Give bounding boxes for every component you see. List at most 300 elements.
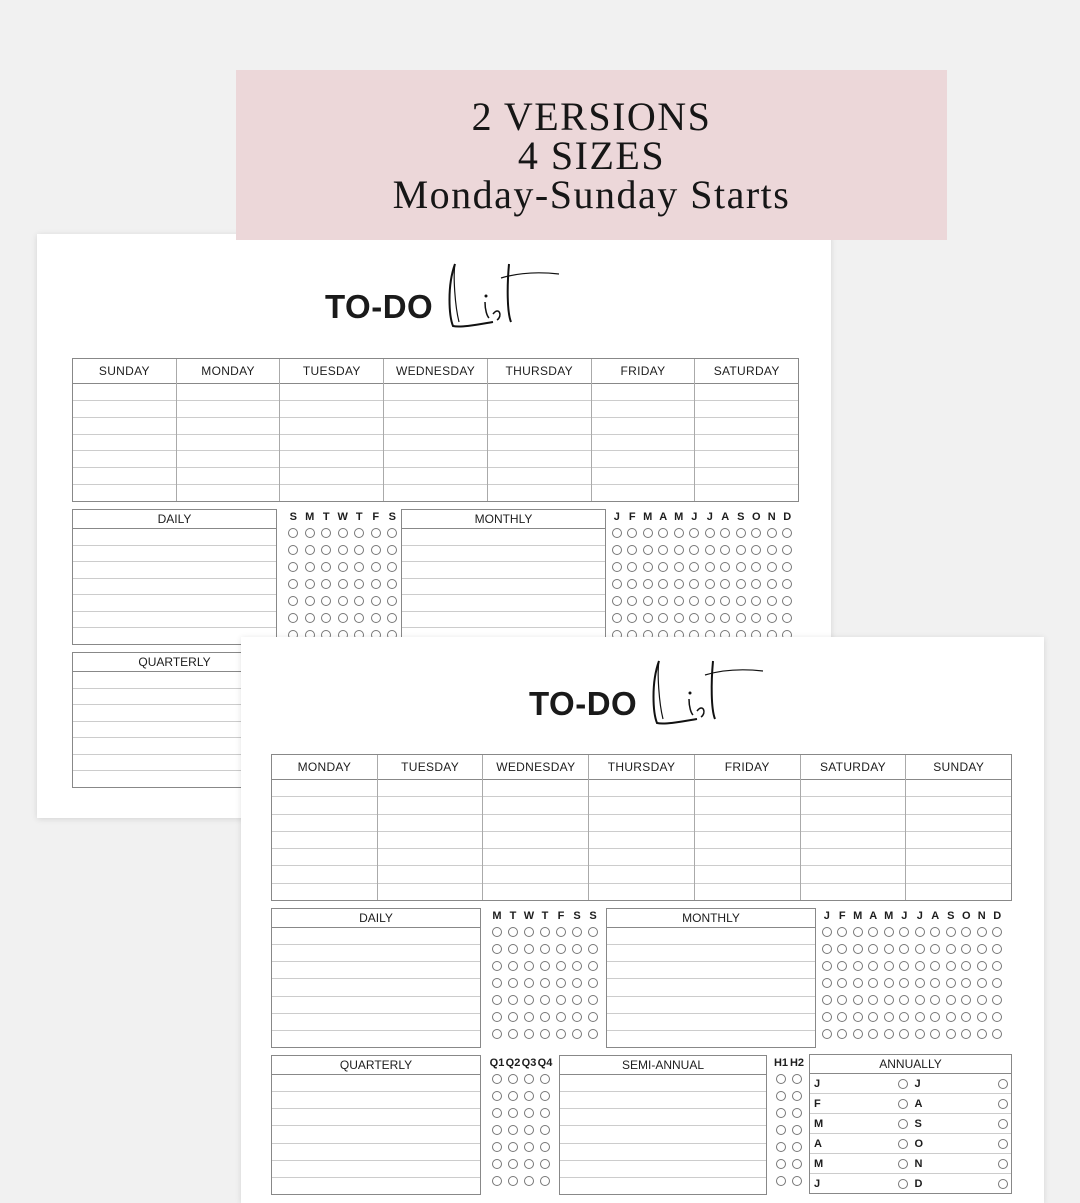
- day-line[interactable]: [280, 468, 383, 485]
- day-line[interactable]: [488, 451, 591, 468]
- day-line[interactable]: [488, 401, 591, 418]
- checkbox-circle[interactable]: [837, 1029, 847, 1039]
- checkbox-circle[interactable]: [767, 562, 777, 572]
- checkbox-circle[interactable]: [720, 545, 730, 555]
- checkbox-circle[interactable]: [508, 961, 518, 971]
- day-line[interactable]: [384, 418, 487, 435]
- day-line[interactable]: [177, 401, 280, 418]
- day-line[interactable]: [280, 418, 383, 435]
- day-line[interactable]: [906, 884, 1011, 900]
- checkbox-circle[interactable]: [612, 528, 622, 538]
- checkbox-circle[interactable]: [868, 1029, 878, 1039]
- day-line[interactable]: [589, 832, 694, 849]
- checkbox-circle[interactable]: [492, 1091, 502, 1101]
- day-line[interactable]: [801, 797, 906, 814]
- checkbox-circle[interactable]: [540, 1159, 550, 1169]
- checkbox-circle[interactable]: [853, 995, 863, 1005]
- checkbox-circle[interactable]: [305, 562, 315, 572]
- checkbox-circle[interactable]: [782, 613, 792, 623]
- checkbox-circle[interactable]: [305, 613, 315, 623]
- day-line[interactable]: [272, 832, 377, 849]
- checkbox-circle[interactable]: [930, 1012, 940, 1022]
- day-line[interactable]: [695, 866, 800, 883]
- checkbox-circle[interactable]: [946, 995, 956, 1005]
- day-line[interactable]: [801, 780, 906, 797]
- day-line[interactable]: [177, 384, 280, 401]
- checkbox-circle[interactable]: [884, 1029, 894, 1039]
- checkbox-circle[interactable]: [736, 596, 746, 606]
- day-line[interactable]: [73, 384, 176, 401]
- checkbox-circle[interactable]: [338, 613, 348, 623]
- checkbox-circle[interactable]: [776, 1108, 786, 1118]
- day-line[interactable]: [695, 468, 798, 485]
- checkbox-circle[interactable]: [524, 995, 534, 1005]
- checkbox-circle[interactable]: [524, 1159, 534, 1169]
- checkbox-circle[interactable]: [776, 1176, 786, 1186]
- checkbox-circle[interactable]: [540, 944, 550, 954]
- checkbox-circle[interactable]: [822, 1012, 832, 1022]
- day-line[interactable]: [483, 815, 588, 832]
- checkbox-circle[interactable]: [961, 1029, 971, 1039]
- checkbox-circle[interactable]: [961, 944, 971, 954]
- checkbox-circle[interactable]: [556, 995, 566, 1005]
- checkbox-circle[interactable]: [492, 1176, 502, 1186]
- checkbox-circle[interactable]: [508, 1074, 518, 1084]
- checkbox-circle[interactable]: [961, 978, 971, 988]
- checkbox-circle[interactable]: [868, 961, 878, 971]
- checkbox-circle[interactable]: [572, 1012, 582, 1022]
- checkbox-circle[interactable]: [977, 927, 987, 937]
- day-line[interactable]: [695, 485, 798, 501]
- checkbox-circle[interactable]: [930, 995, 940, 1005]
- checkbox-circle[interactable]: [853, 1029, 863, 1039]
- checkbox-circle[interactable]: [792, 1074, 802, 1084]
- day-line[interactable]: [384, 435, 487, 452]
- checkbox-circle[interactable]: [899, 944, 909, 954]
- day-line[interactable]: [384, 401, 487, 418]
- checkbox-circle[interactable]: [898, 1099, 908, 1109]
- day-line[interactable]: [695, 418, 798, 435]
- checkbox-circle[interactable]: [736, 579, 746, 589]
- checkbox-circle[interactable]: [588, 944, 598, 954]
- checkbox-circle[interactable]: [524, 961, 534, 971]
- checkbox-circle[interactable]: [705, 596, 715, 606]
- checkbox-circle[interactable]: [705, 562, 715, 572]
- checkbox-circle[interactable]: [992, 995, 1002, 1005]
- day-line[interactable]: [73, 468, 176, 485]
- day-line[interactable]: [589, 849, 694, 866]
- checkbox-circle[interactable]: [556, 1029, 566, 1039]
- checkbox-circle[interactable]: [977, 1029, 987, 1039]
- checkbox-circle[interactable]: [540, 995, 550, 1005]
- checkbox-circle[interactable]: [674, 528, 684, 538]
- checkbox-circle[interactable]: [776, 1159, 786, 1169]
- checkbox-circle[interactable]: [930, 1029, 940, 1039]
- checkbox-circle[interactable]: [767, 528, 777, 538]
- day-line[interactable]: [695, 451, 798, 468]
- day-line[interactable]: [801, 866, 906, 883]
- day-line[interactable]: [483, 780, 588, 797]
- checkbox-circle[interactable]: [782, 528, 792, 538]
- day-line[interactable]: [384, 451, 487, 468]
- checkbox-circle[interactable]: [898, 1159, 908, 1169]
- checkbox-circle[interactable]: [492, 961, 502, 971]
- checkbox-circle[interactable]: [767, 596, 777, 606]
- checkbox-circle[interactable]: [998, 1099, 1008, 1109]
- checkbox-circle[interactable]: [492, 1074, 502, 1084]
- day-line[interactable]: [483, 797, 588, 814]
- checkbox-circle[interactable]: [508, 1176, 518, 1186]
- day-line[interactable]: [272, 780, 377, 797]
- day-line[interactable]: [906, 832, 1011, 849]
- checkbox-circle[interactable]: [736, 528, 746, 538]
- checkbox-circle[interactable]: [508, 1125, 518, 1135]
- checkbox-circle[interactable]: [792, 1159, 802, 1169]
- checkbox-circle[interactable]: [930, 927, 940, 937]
- day-line[interactable]: [488, 485, 591, 501]
- checkbox-circle[interactable]: [674, 545, 684, 555]
- day-line[interactable]: [695, 401, 798, 418]
- checkbox-circle[interactable]: [305, 579, 315, 589]
- checkbox-circle[interactable]: [776, 1125, 786, 1135]
- checkbox-circle[interactable]: [371, 613, 381, 623]
- checkbox-circle[interactable]: [751, 579, 761, 589]
- checkbox-circle[interactable]: [305, 545, 315, 555]
- checkbox-circle[interactable]: [930, 944, 940, 954]
- checkbox-circle[interactable]: [998, 1139, 1008, 1149]
- checkbox-circle[interactable]: [492, 1142, 502, 1152]
- checkbox-circle[interactable]: [524, 1125, 534, 1135]
- checkbox-circle[interactable]: [540, 1176, 550, 1186]
- checkbox-circle[interactable]: [288, 528, 298, 538]
- checkbox-circle[interactable]: [767, 613, 777, 623]
- day-line[interactable]: [280, 435, 383, 452]
- checkbox-circle[interactable]: [705, 613, 715, 623]
- checkbox-circle[interactable]: [689, 545, 699, 555]
- checkbox-circle[interactable]: [371, 545, 381, 555]
- checkbox-circle[interactable]: [961, 1012, 971, 1022]
- day-line[interactable]: [483, 832, 588, 849]
- checkbox-circle[interactable]: [556, 944, 566, 954]
- checkbox-circle[interactable]: [338, 596, 348, 606]
- checkbox-circle[interactable]: [977, 978, 987, 988]
- day-line[interactable]: [177, 451, 280, 468]
- checkbox-circle[interactable]: [776, 1074, 786, 1084]
- day-line[interactable]: [488, 435, 591, 452]
- checkbox-circle[interactable]: [782, 596, 792, 606]
- checkbox-circle[interactable]: [556, 961, 566, 971]
- checkbox-circle[interactable]: [884, 995, 894, 1005]
- checkbox-circle[interactable]: [853, 944, 863, 954]
- checkbox-circle[interactable]: [899, 1012, 909, 1022]
- day-line[interactable]: [695, 780, 800, 797]
- day-line[interactable]: [695, 849, 800, 866]
- checkbox-circle[interactable]: [792, 1142, 802, 1152]
- checkbox-circle[interactable]: [822, 995, 832, 1005]
- day-line[interactable]: [695, 832, 800, 849]
- checkbox-circle[interactable]: [387, 579, 397, 589]
- day-line[interactable]: [177, 468, 280, 485]
- checkbox-circle[interactable]: [371, 579, 381, 589]
- checkbox-circle[interactable]: [884, 978, 894, 988]
- checkbox-circle[interactable]: [674, 596, 684, 606]
- checkbox-circle[interactable]: [705, 579, 715, 589]
- day-line[interactable]: [280, 401, 383, 418]
- checkbox-circle[interactable]: [776, 1091, 786, 1101]
- checkbox-circle[interactable]: [371, 528, 381, 538]
- checkbox-circle[interactable]: [998, 1119, 1008, 1129]
- checkbox-circle[interactable]: [822, 1029, 832, 1039]
- checkbox-circle[interactable]: [627, 528, 637, 538]
- checkbox-circle[interactable]: [588, 1029, 598, 1039]
- checkbox-circle[interactable]: [899, 1029, 909, 1039]
- checkbox-circle[interactable]: [720, 562, 730, 572]
- checkbox-circle[interactable]: [822, 944, 832, 954]
- checkbox-circle[interactable]: [946, 944, 956, 954]
- checkbox-circle[interactable]: [792, 1176, 802, 1186]
- checkbox-circle[interactable]: [868, 978, 878, 988]
- day-line[interactable]: [378, 866, 483, 883]
- checkbox-circle[interactable]: [305, 596, 315, 606]
- day-line[interactable]: [73, 418, 176, 435]
- checkbox-circle[interactable]: [508, 1029, 518, 1039]
- checkbox-circle[interactable]: [508, 978, 518, 988]
- checkbox-circle[interactable]: [492, 995, 502, 1005]
- checkbox-circle[interactable]: [572, 1029, 582, 1039]
- day-line[interactable]: [589, 797, 694, 814]
- checkbox-circle[interactable]: [992, 927, 1002, 937]
- day-line[interactable]: [280, 485, 383, 501]
- checkbox-circle[interactable]: [288, 562, 298, 572]
- day-line[interactable]: [280, 451, 383, 468]
- day-line[interactable]: [177, 418, 280, 435]
- checkbox-circle[interactable]: [371, 596, 381, 606]
- day-line[interactable]: [378, 797, 483, 814]
- checkbox-circle[interactable]: [992, 978, 1002, 988]
- day-line[interactable]: [695, 435, 798, 452]
- checkbox-circle[interactable]: [930, 961, 940, 971]
- checkbox-circle[interactable]: [899, 961, 909, 971]
- checkbox-circle[interactable]: [643, 579, 653, 589]
- checkbox-circle[interactable]: [915, 1029, 925, 1039]
- day-line[interactable]: [801, 832, 906, 849]
- checkbox-circle[interactable]: [387, 613, 397, 623]
- checkbox-circle[interactable]: [915, 961, 925, 971]
- checkbox-circle[interactable]: [524, 1108, 534, 1118]
- day-line[interactable]: [384, 468, 487, 485]
- checkbox-circle[interactable]: [321, 596, 331, 606]
- checkbox-circle[interactable]: [540, 961, 550, 971]
- checkbox-circle[interactable]: [321, 545, 331, 555]
- checkbox-circle[interactable]: [853, 961, 863, 971]
- checkbox-circle[interactable]: [540, 1108, 550, 1118]
- checkbox-circle[interactable]: [837, 961, 847, 971]
- checkbox-circle[interactable]: [387, 528, 397, 538]
- checkbox-circle[interactable]: [837, 944, 847, 954]
- checkbox-circle[interactable]: [977, 944, 987, 954]
- checkbox-circle[interactable]: [588, 961, 598, 971]
- checkbox-circle[interactable]: [689, 596, 699, 606]
- checkbox-circle[interactable]: [837, 1012, 847, 1022]
- day-line[interactable]: [589, 780, 694, 797]
- day-line[interactable]: [384, 384, 487, 401]
- checkbox-circle[interactable]: [556, 1012, 566, 1022]
- checkbox-circle[interactable]: [658, 562, 668, 572]
- day-line[interactable]: [592, 418, 695, 435]
- checkbox-circle[interactable]: [868, 1012, 878, 1022]
- checkbox-circle[interactable]: [338, 528, 348, 538]
- checkbox-circle[interactable]: [321, 528, 331, 538]
- checkbox-circle[interactable]: [540, 1012, 550, 1022]
- checkbox-circle[interactable]: [354, 579, 364, 589]
- checkbox-circle[interactable]: [822, 961, 832, 971]
- checkbox-circle[interactable]: [524, 944, 534, 954]
- checkbox-circle[interactable]: [540, 1029, 550, 1039]
- checkbox-circle[interactable]: [915, 978, 925, 988]
- checkbox-circle[interactable]: [853, 927, 863, 937]
- checkbox-circle[interactable]: [572, 961, 582, 971]
- checkbox-circle[interactable]: [946, 978, 956, 988]
- checkbox-circle[interactable]: [658, 528, 668, 538]
- checkbox-circle[interactable]: [524, 1176, 534, 1186]
- day-line[interactable]: [592, 401, 695, 418]
- day-line[interactable]: [592, 485, 695, 501]
- checkbox-circle[interactable]: [767, 545, 777, 555]
- checkbox-circle[interactable]: [492, 944, 502, 954]
- checkbox-circle[interactable]: [720, 528, 730, 538]
- checkbox-circle[interactable]: [305, 528, 315, 538]
- checkbox-circle[interactable]: [508, 995, 518, 1005]
- checkbox-circle[interactable]: [868, 995, 878, 1005]
- checkbox-circle[interactable]: [898, 1119, 908, 1129]
- day-line[interactable]: [378, 832, 483, 849]
- checkbox-circle[interactable]: [492, 927, 502, 937]
- checkbox-circle[interactable]: [588, 927, 598, 937]
- checkbox-circle[interactable]: [946, 1012, 956, 1022]
- checkbox-circle[interactable]: [776, 1142, 786, 1152]
- checkbox-circle[interactable]: [540, 1074, 550, 1084]
- checkbox-circle[interactable]: [736, 613, 746, 623]
- checkbox-circle[interactable]: [884, 1012, 894, 1022]
- day-line[interactable]: [906, 815, 1011, 832]
- checkbox-circle[interactable]: [946, 961, 956, 971]
- day-line[interactable]: [906, 866, 1011, 883]
- checkbox-circle[interactable]: [643, 562, 653, 572]
- checkbox-circle[interactable]: [492, 1012, 502, 1022]
- checkbox-circle[interactable]: [977, 1012, 987, 1022]
- day-line[interactable]: [483, 866, 588, 883]
- checkbox-circle[interactable]: [508, 1091, 518, 1101]
- checkbox-circle[interactable]: [915, 1012, 925, 1022]
- day-line[interactable]: [272, 849, 377, 866]
- checkbox-circle[interactable]: [720, 579, 730, 589]
- checkbox-circle[interactable]: [627, 613, 637, 623]
- day-line[interactable]: [73, 485, 176, 501]
- checkbox-circle[interactable]: [572, 978, 582, 988]
- checkbox-circle[interactable]: [387, 596, 397, 606]
- day-line[interactable]: [378, 884, 483, 900]
- checkbox-circle[interactable]: [338, 579, 348, 589]
- checkbox-circle[interactable]: [992, 1012, 1002, 1022]
- checkbox-circle[interactable]: [884, 927, 894, 937]
- checkbox-circle[interactable]: [705, 528, 715, 538]
- day-line[interactable]: [589, 866, 694, 883]
- checkbox-circle[interactable]: [540, 1091, 550, 1101]
- day-line[interactable]: [177, 435, 280, 452]
- checkbox-circle[interactable]: [492, 1125, 502, 1135]
- checkbox-circle[interactable]: [930, 978, 940, 988]
- checkbox-circle[interactable]: [792, 1091, 802, 1101]
- checkbox-circle[interactable]: [612, 545, 622, 555]
- day-line[interactable]: [177, 485, 280, 501]
- checkbox-circle[interactable]: [782, 562, 792, 572]
- day-line[interactable]: [488, 384, 591, 401]
- day-line[interactable]: [272, 815, 377, 832]
- checkbox-circle[interactable]: [689, 562, 699, 572]
- day-line[interactable]: [483, 849, 588, 866]
- day-line[interactable]: [280, 384, 383, 401]
- day-line[interactable]: [592, 384, 695, 401]
- checkbox-circle[interactable]: [588, 1012, 598, 1022]
- day-line[interactable]: [801, 884, 906, 900]
- checkbox-circle[interactable]: [612, 562, 622, 572]
- checkbox-circle[interactable]: [720, 613, 730, 623]
- checkbox-circle[interactable]: [492, 978, 502, 988]
- checkbox-circle[interactable]: [354, 596, 364, 606]
- day-line[interactable]: [695, 797, 800, 814]
- checkbox-circle[interactable]: [751, 613, 761, 623]
- checkbox-circle[interactable]: [792, 1125, 802, 1135]
- checkbox-circle[interactable]: [524, 1012, 534, 1022]
- checkbox-circle[interactable]: [627, 545, 637, 555]
- checkbox-circle[interactable]: [387, 545, 397, 555]
- checkbox-circle[interactable]: [508, 944, 518, 954]
- checkbox-circle[interactable]: [992, 961, 1002, 971]
- day-line[interactable]: [73, 435, 176, 452]
- checkbox-circle[interactable]: [915, 927, 925, 937]
- checkbox-circle[interactable]: [627, 596, 637, 606]
- checkbox-circle[interactable]: [899, 978, 909, 988]
- checkbox-circle[interactable]: [288, 579, 298, 589]
- checkbox-circle[interactable]: [658, 545, 668, 555]
- checkbox-circle[interactable]: [658, 579, 668, 589]
- checkbox-circle[interactable]: [898, 1139, 908, 1149]
- checkbox-circle[interactable]: [588, 978, 598, 988]
- day-line[interactable]: [483, 884, 588, 900]
- checkbox-circle[interactable]: [998, 1179, 1008, 1189]
- checkbox-circle[interactable]: [354, 562, 364, 572]
- checkbox-circle[interactable]: [977, 995, 987, 1005]
- checkbox-circle[interactable]: [572, 944, 582, 954]
- day-line[interactable]: [589, 815, 694, 832]
- checkbox-circle[interactable]: [524, 1029, 534, 1039]
- checkbox-circle[interactable]: [524, 1091, 534, 1101]
- day-line[interactable]: [906, 780, 1011, 797]
- checkbox-circle[interactable]: [658, 596, 668, 606]
- day-line[interactable]: [592, 468, 695, 485]
- checkbox-circle[interactable]: [588, 995, 598, 1005]
- checkbox-circle[interactable]: [572, 995, 582, 1005]
- day-line[interactable]: [695, 815, 800, 832]
- checkbox-circle[interactable]: [508, 927, 518, 937]
- checkbox-circle[interactable]: [612, 613, 622, 623]
- checkbox-circle[interactable]: [853, 978, 863, 988]
- day-line[interactable]: [592, 451, 695, 468]
- checkbox-circle[interactable]: [524, 978, 534, 988]
- checkbox-circle[interactable]: [837, 978, 847, 988]
- checkbox-circle[interactable]: [288, 596, 298, 606]
- day-line[interactable]: [272, 866, 377, 883]
